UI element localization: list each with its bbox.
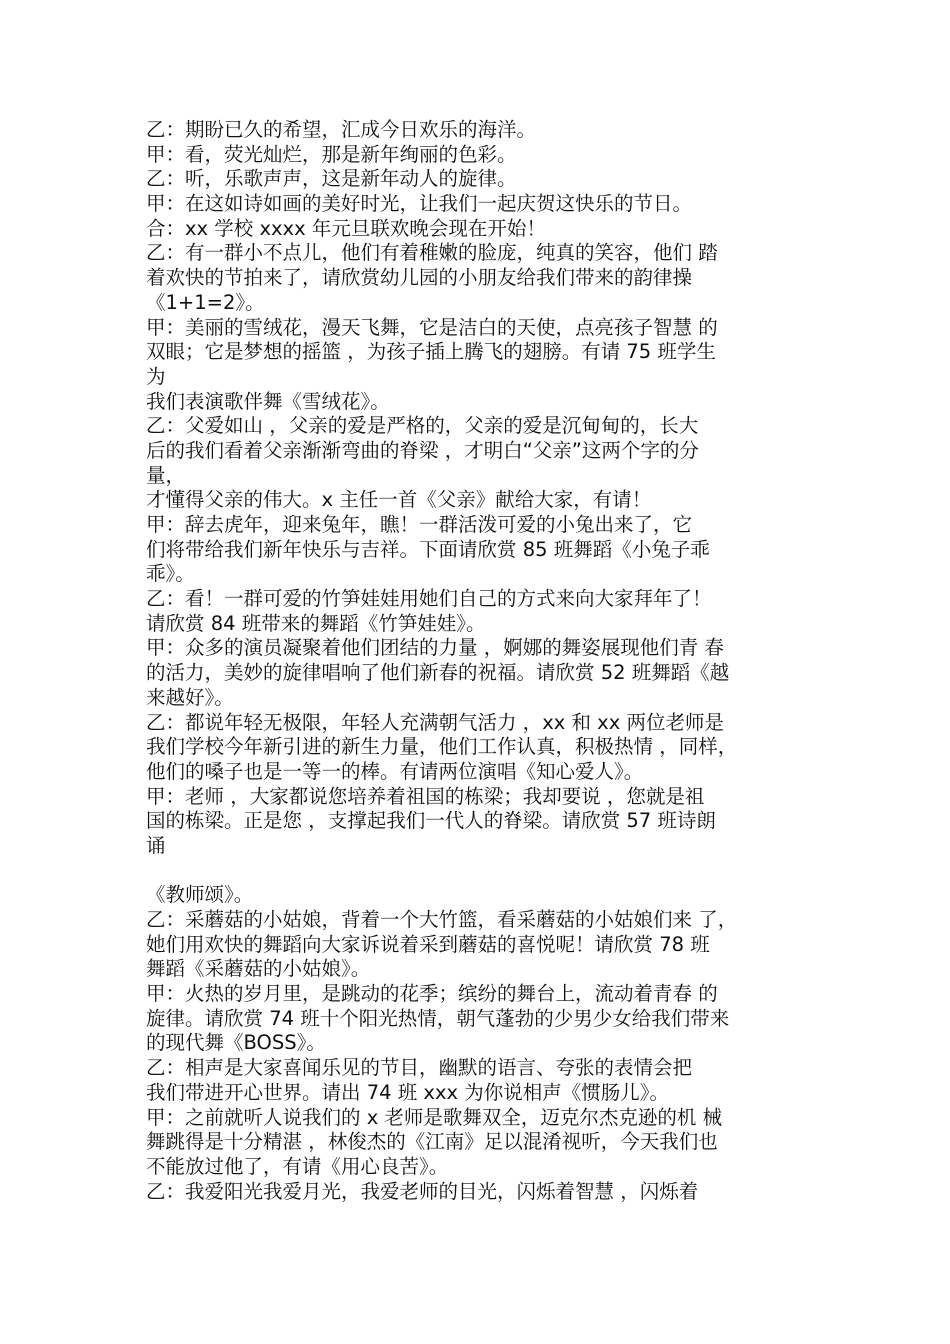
text-line: 双眼；它是梦想的摇篮 ，为孩子插上腾飞的翅膀。有请 75 班学生	[146, 340, 716, 364]
text-line: 《教师颂》。	[146, 883, 254, 907]
text-line: 为	[146, 364, 166, 388]
text-line: 舞蹈《采蘑菇的小姑娘》。	[146, 957, 371, 981]
text-line: 们将带给我们新年快乐与吉祥。下面请欣赏 85 班舞蹈《小兔子乖	[146, 537, 710, 561]
text-line: 乙：有一群小不点儿，他们有着稚嫩的脸庞，纯真的笑容，他们 踏	[146, 241, 718, 265]
text-line: 旋律。请欣赏 74 班十个阳光热情，朝气蓬勃的少男少女给我们带来	[146, 1006, 730, 1030]
text-line: 舞跳得是十分精湛 ，林俊杰的《江南》足以混淆视听，今天我们也	[146, 1130, 718, 1154]
text-line: 量，	[146, 463, 186, 487]
text-line: 甲：火热的岁月里，是跳动的花季；缤纷的舞台上，流动着青春 的	[146, 982, 718, 1006]
text-line: 才懂得父亲的伟大。x 主任一首《父亲》献给大家，有请！	[146, 488, 652, 512]
text-line: 乙：采蘑菇的小姑娘，背着一个大竹篮，看采蘑菇的小姑娘们来 了，	[146, 908, 738, 931]
text-line: 他们的嗓子也是一等一的棒。有请两位演唱《知心爱人》。	[146, 759, 644, 783]
text-line: 甲：在这如诗如画的美好时光，让我们一起庆贺这快乐的节日。	[146, 192, 693, 216]
text-line: 乙：听，乐歌声声，这是新年动人的旋律。	[146, 167, 517, 191]
text-line: 甲：看，荧光灿烂，那是新年绚丽的色彩。	[146, 142, 517, 166]
text-line: 我们学校今年新引进的新生力量，他们工作认真，积极热情 ，同样，	[146, 735, 738, 759]
text-line: 着欢快的节拍来了，请欣赏幼儿园的小朋友给我们带来的韵律操	[146, 266, 693, 290]
script-text	[146, 118, 836, 1204]
text-line: 甲：众多的演员凝聚着他们团结的力量 ，婀娜的舞姿展现他们青 春	[146, 636, 724, 660]
text-line: 我们带进开心世界。请出 74 班 xxx 为你说相声《惯肠儿》。	[146, 1080, 669, 1104]
text-line: 不能放过他了，有请《用心良苦》。	[146, 1154, 449, 1178]
text-line: 国的栋梁。正是您 ，支撑起我们一代人的脊梁。请欣赏 57 班诗朗	[146, 809, 716, 833]
text-line: 请欣赏 84 班带来的舞蹈《竹笋娃娃》。	[146, 611, 486, 635]
text-line: 甲：辞去虎年，迎来兔年，瞧！一群活泼可爱的小兔出来了，它	[146, 513, 693, 536]
text-line: 甲：美丽的雪绒花，漫天飞舞，它是洁白的天使，点亮孩子智慧 的	[146, 315, 718, 339]
text-line: 乙：相声是大家喜闻乐见的节目，幽默的语言、夸张的表情会把	[146, 1056, 693, 1080]
text-line: 她们用欢快的舞蹈向大家诉说着采到蘑菇的喜悦呢！请欣赏 78 班	[146, 932, 710, 956]
text-line: 乙：我爱阳光我爱月光，我爱老师的目光，闪烁着智慧 ，闪烁着	[146, 1179, 699, 1203]
text-line: 诵	[146, 833, 166, 857]
text-line: 乙：看！一群可爱的竹笋娃娃用她们自己的方式来向大家拜年了！	[146, 587, 712, 611]
text-line: 的活力，美妙的旋律唱响了他们新春的祝福。请欣赏 52 班舞蹈《越	[146, 661, 730, 685]
text-line: 的现代舞《BOSS》。	[146, 1031, 326, 1055]
text-line: 甲：老师 ，大家都说您培养着祖国的栋梁；我却要说 ，您就是祖	[146, 784, 705, 808]
text-line: 乙：都说年轻无极限，年轻人充满朝气活力 ，xx 和 xx 两位老师是	[146, 710, 724, 734]
text-line: 我们表演歌伴舞《雪绒花》。	[146, 389, 390, 413]
text-line: 后的我们看着父亲渐渐弯曲的脊梁 ，才明白“父亲”这两个字的分	[146, 438, 699, 462]
text-line: 乙：父爱如山 ，父亲的爱是严格的，父亲的爱是沉甸甸的，长大	[146, 414, 699, 438]
text-line: 甲：之前就听人说我们的 x 老师是歌舞双全，迈克尔杰克逊的机 械	[146, 1105, 723, 1129]
text-line: 乙：期盼已久的希望，汇成今日欢乐的海洋。	[146, 118, 537, 141]
text-line: 来越好》。	[146, 685, 234, 709]
text-line: 乖》。	[146, 562, 195, 586]
text-line: 合：xx 学校 xxxx 年元旦联欢晚会现在开始！	[146, 216, 546, 240]
blank-line	[146, 859, 836, 884]
text-line: 《1+1=2》。	[146, 290, 265, 314]
